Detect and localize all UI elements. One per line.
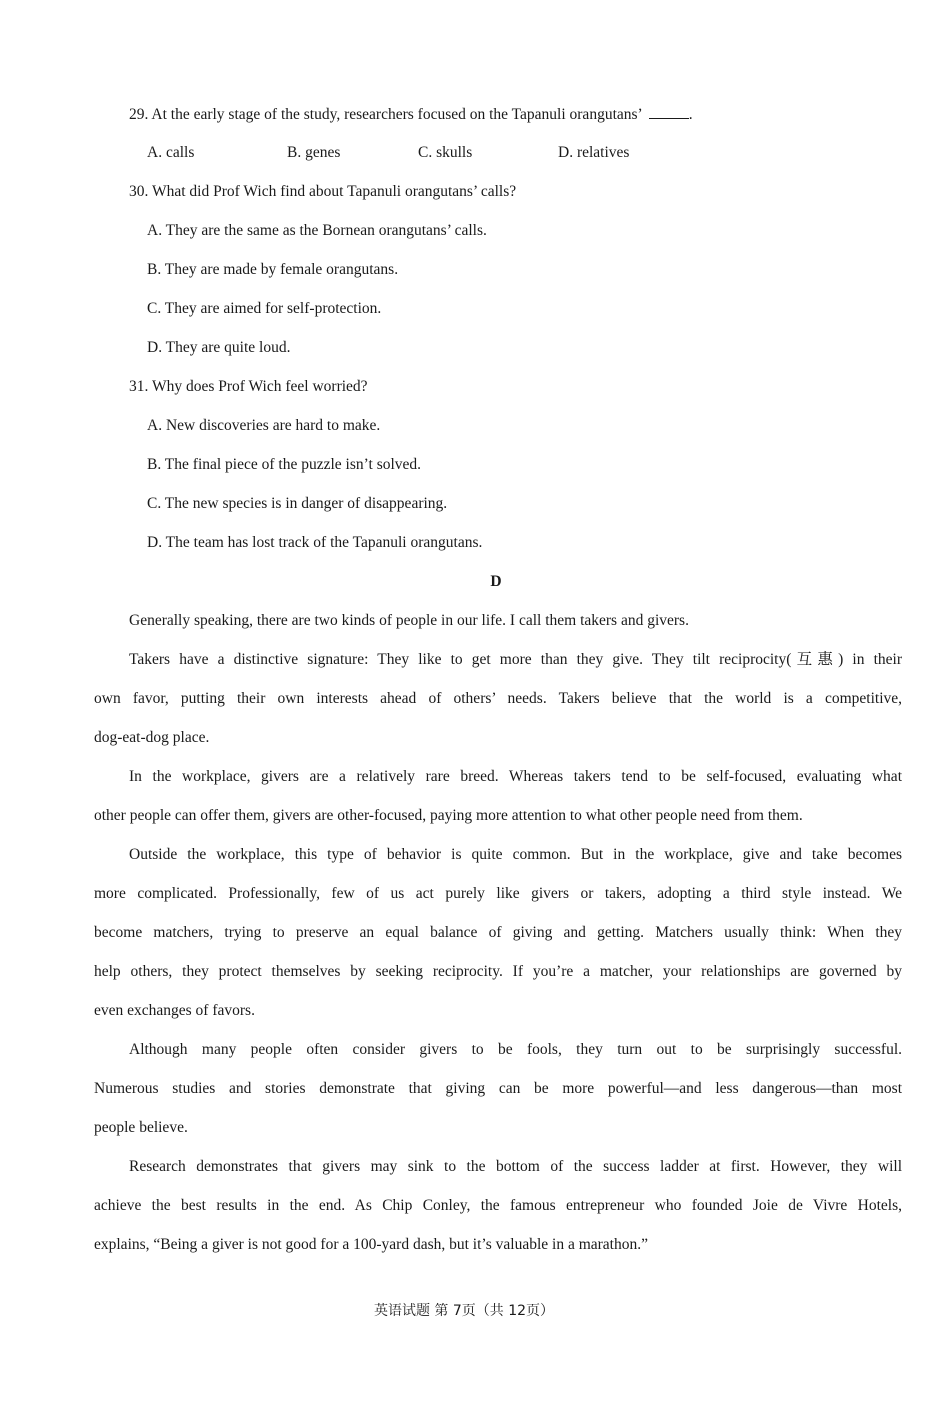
passage-paragraph-3-line-1: In the workplace, givers are a relatively rare breed. Whereas takers tend to be self-focused, evaluating what [129,768,902,785]
question-29-period: . [688,106,693,123]
section-title: D [490,573,502,590]
passage-paragraph-4-line-2: more complicated. Professionally, few of us act purely like givers or takers, adopting a third style instead. We [94,885,902,902]
question-29-stem [129,104,693,125]
passage-paragraph-6-line-1: Research demonstrates that givers may sink to the bottom of the success ladder at first. However, they will [129,1158,902,1175]
question-31-option-a: A. New discoveries are hard to make. [147,417,381,434]
question-30-option-c: C. They are aimed for self-protection. [147,300,382,317]
passage-paragraph-4-line-1: Outside the workplace, this type of behavior is quite common. But in the workplace, give and take becomes [129,846,902,863]
option-b: B. genes [287,144,341,161]
passage-paragraph-5-line-2: Numerous studies and stories demonstrate that giving can be more powerful—and less dangerous—than most [94,1080,902,1097]
passage-paragraph-2-line-1: Takers have a distinctive signature: They like to get more than they give. They tilt reciprocity(互惠) in their [129,651,902,668]
passage-paragraph-6-line-3: explains, “Being a giver is not good for a 100-yard dash, but it’s valuable in a marathon.” [94,1236,648,1253]
question-31-stem: 31. Why does Prof Wich feel worried? [129,378,368,395]
passage-paragraph-2-line-3: dog-eat-dog place. [94,729,210,746]
option-a: A. calls [147,144,195,161]
question-29-text: 29. At the early stage of the study, researchers focused on the Tapanuli orangutans’ [129,106,643,123]
answer-blank [649,104,689,119]
passage-paragraph-6-line-2: achieve the best results in the end. As Chip Conley, the famous entrepreneur who founded Joie de Vivre Hotels, [94,1197,902,1214]
question-30-option-b: B. They are made by female orangutans. [147,261,399,278]
passage-paragraph-2-line-2: own favor, putting their own interests ahead of others’ needs. Takers believe that the world is a competitive, [94,690,902,707]
question-31-option-b: B. The final piece of the puzzle isn’t solved. [147,456,422,473]
page-footer: 英语试题 第 7页（共 12页） [373,1303,555,1319]
passage-paragraph-4-line-5: even exchanges of favors. [94,1002,255,1019]
question-30-stem: 30. What did Prof Wich find about Tapanuli orangutans’ calls? [129,183,517,200]
passage-paragraph-5-line-3: people believe. [94,1119,188,1136]
question-31-option-c: C. The new species is in danger of disappearing. [147,495,448,512]
question-30-option-a: A. They are the same as the Bornean orangutans’ calls. [147,222,487,239]
question-30-option-d: D. They are quite loud. [147,339,291,356]
question-31-option-d: D. The team has lost track of the Tapanuli orangutans. [147,534,483,551]
option-c: C. skulls [418,144,473,161]
option-d: D. relatives [558,144,630,161]
passage-paragraph-4-line-3: become matchers, trying to preserve an equal balance of giving and getting. Matchers usually think: When they [94,924,902,941]
passage-paragraph-1: Generally speaking, there are two kinds of people in our life. I call them takers and givers. [129,612,689,629]
passage-paragraph-4-line-4: help others, they protect themselves by seeking reciprocity. If you’re a matcher, your relationships are governed by [94,963,902,980]
passage-paragraph-3-line-2: other people can offer them, givers are other-focused, paying more attention to what other people need from them. [94,807,803,824]
passage-paragraph-5-line-1: Although many people often consider givers to be fools, they turn out to be surprisingly successful. [129,1041,902,1058]
